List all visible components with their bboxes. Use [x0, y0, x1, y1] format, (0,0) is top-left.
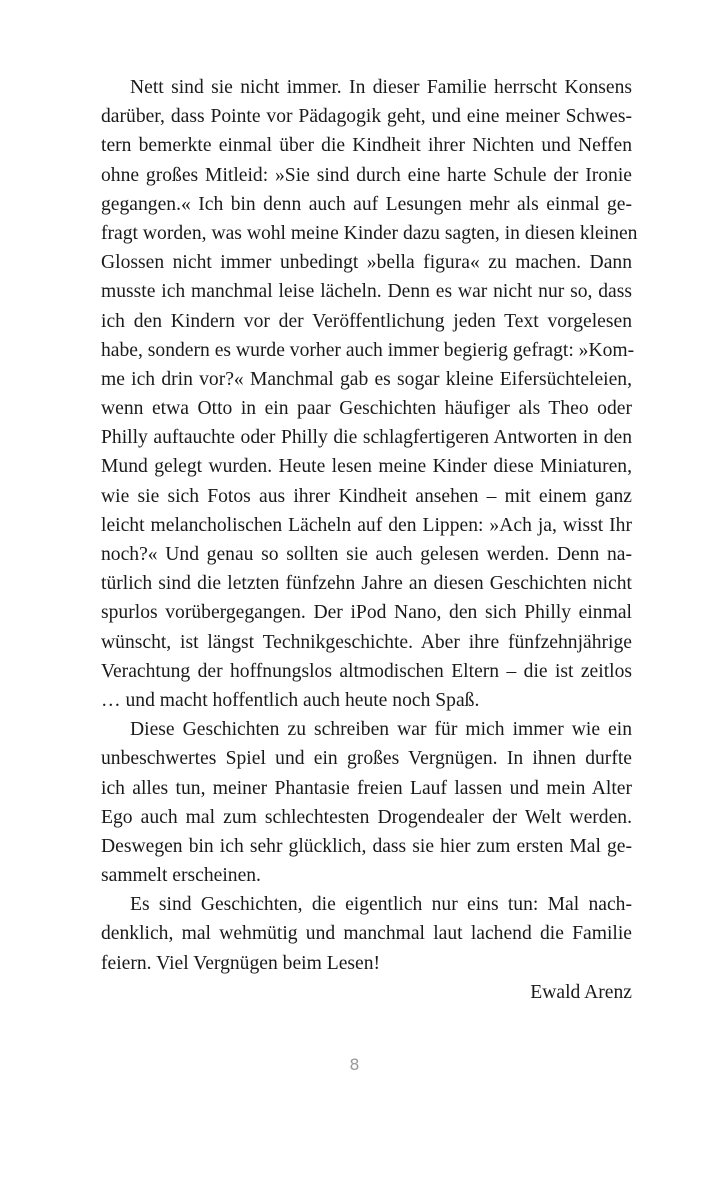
text-line: Ego auch mal zum schlechtesten Drogendealer der Welt werden.: [101, 806, 632, 828]
text-line: Philly auftauchte oder Philly die schlagfertigeren Antworten in den: [101, 427, 632, 449]
text-line: unbeschwertes Spiel und ein großes Vergnügen. In ihnen durfte: [101, 748, 632, 770]
page-number: 8: [349, 1055, 360, 1074]
text-line: tern bemerkte einmal über die Kindheit ihrer Nichten und Neffen: [101, 135, 632, 157]
text-line: ohne großes Mitleid: »Sie sind durch eine harte Schule der Ironie: [101, 164, 632, 186]
text-line: wünscht, ist längst Technikgeschichte. Aber ihre fünfzehnjährige: [101, 631, 632, 653]
text-line: Glossen nicht immer unbedingt »bella figura« zu machen. Dann: [101, 252, 632, 274]
text-line: musste ich manchmal leise lächeln. Denn es war nicht nur so, dass: [101, 281, 632, 303]
text-line: fragt worden, was wohl meine Kinder dazu sagten, in diesen kleinen: [101, 222, 638, 244]
text-line: sammelt erscheinen.: [101, 865, 261, 887]
text-line: leicht melancholischen Lächeln auf den Lippen: »Ach ja, wisst Ihr: [101, 514, 632, 536]
text-line: habe, sondern es wurde vorher auch immer begierig gefragt: »Kom-: [101, 339, 635, 361]
text-line: feiern. Viel Vergnügen beim Lesen!: [101, 952, 381, 974]
text-line: Mund gelegt wurden. Heute lesen meine Kinder diese Miniaturen,: [101, 456, 632, 478]
author-signature: Ewald Arenz: [530, 981, 632, 1003]
text-line: wenn etwa Otto in ein paar Geschichten häufiger als Theo oder: [101, 398, 632, 420]
paragraph: [101, 73, 638, 715]
text-line: Deswegen bin ich sehr glücklich, dass sie hier zum ersten Mal ge-: [101, 835, 632, 857]
text-line: Es sind Geschichten, die eigentlich nur eins tun: Mal nach-: [130, 894, 632, 916]
text-line: gegangen.« Ich bin denn auch auf Lesungen mehr als einmal ge-: [101, 193, 632, 215]
text-line: Verachtung der hoffnungslos altmodischen Eltern – die ist zeitlos: [101, 660, 632, 682]
text-line: denklich, mal wehmütig und manchmal laut lachend die Familie: [101, 923, 632, 945]
text-line: türlich sind die letzten fünfzehn Jahre an diesen Geschichten nicht: [101, 573, 632, 595]
text-line: wie sie sich Fotos aus ihrer Kindheit ansehen – mit einem ganz: [101, 485, 632, 507]
text-line: … und macht hoffentlich auch heute noch Spaß.: [101, 689, 480, 711]
text-line: ich den Kindern vor der Veröffentlichung jeden Text vorgelesen: [101, 310, 632, 332]
text-line: me ich drin vor?« Manchmal gab es sogar kleine Eifersüchteleien,: [101, 368, 632, 390]
page-body: [101, 73, 638, 1007]
text-line: spurlos vorübergegangen. Der iPod Nano, den sich Philly einmal: [101, 602, 632, 624]
text-line: ich alles tun, meiner Phantasie freien Lauf lassen und mein Alter: [101, 777, 632, 799]
paragraph: [101, 715, 632, 890]
paragraph: [101, 890, 632, 978]
text-line: darüber, dass Pointe vor Pädagogik geht, und eine meiner Schwes-: [101, 106, 632, 128]
text-line: Nett sind sie nicht immer. In dieser Familie herrscht Konsens: [130, 77, 632, 98]
text-line: noch?« Und genau so sollten sie auch gelesen werden. Denn na-: [101, 544, 632, 565]
text-line: Diese Geschichten zu schreiben war für mich immer wie ein: [130, 719, 632, 741]
